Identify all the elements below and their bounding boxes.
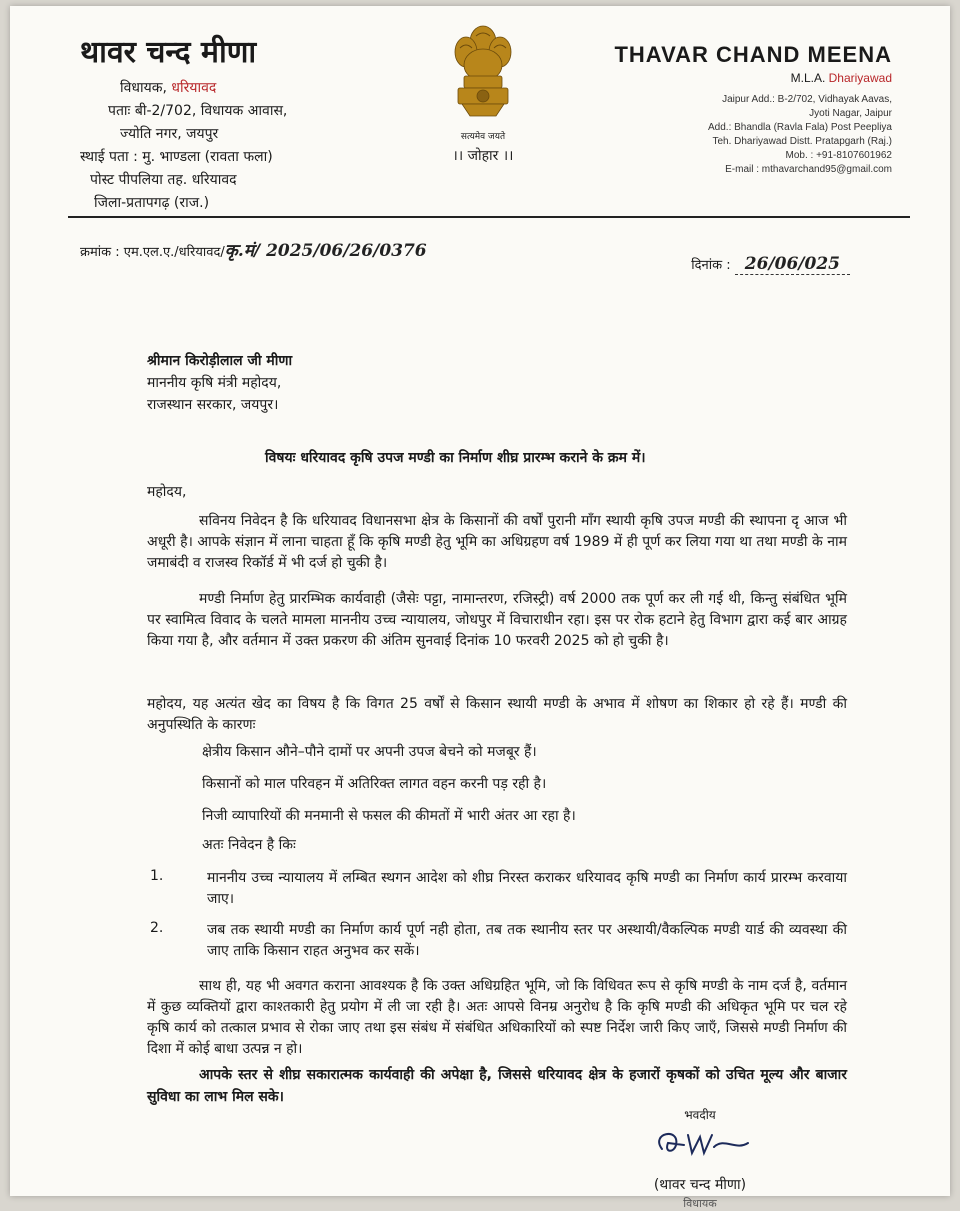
addressee-office: राजस्थान सरकार, जयपुर। (147, 397, 279, 413)
signatory-name: (थावर चन्द मीणा) (653, 1177, 747, 1193)
lion-capital-icon (446, 20, 520, 128)
emblem-motto: सत्यमेव जयते (460, 132, 506, 142)
salutation: महोदय, (147, 484, 187, 500)
sender-designation-english: M.L.A. Dhariyawad (790, 71, 892, 85)
johar-tagline: ।। जोहार ।। (452, 148, 514, 164)
closing-paragraph: आपके स्तर से शीघ्र सकारात्मक कार्यवाही की अपेक्षा है, जिससे धरियावद क्षेत्र के हजारों कृषकों को उचित मूल्य और बाजार सुविधा का लाभ मिल सके। (147, 1067, 847, 1105)
address-line: स्थाई पता : मु. भाण्डला (रावता फला) (80, 149, 273, 165)
address-line: Jyoti Nagar, Jaipur (809, 108, 892, 119)
request-item: जब तक स्थायी मण्डी का निर्माण कार्य पूर्ण नही होता, तब तक स्थानीय स्तर पर अस्थायी/वैकल्पिक मण्डी यार्ड की व्यवस्था की जाए ताकि किसान राहत अनुभव कर सकें। (207, 922, 847, 959)
yours-faithfully: भवदीय (684, 1108, 716, 1122)
handwritten-date: 26/06/025 (735, 254, 850, 275)
letterhead-right (592, 42, 892, 177)
header-divider (68, 216, 910, 218)
letterhead-left (80, 30, 380, 215)
reason-item: किसानों को माल परिवहन में अतिरिक्त लागत वहन करनी पड़ रही है। (202, 776, 547, 792)
reason-item: क्षेत्रीय किसान औने–पौने दामों पर अपनी उपज बेचने को मजबूर हैं। (202, 744, 537, 760)
reference-row (80, 238, 890, 274)
addressee-title: माननीय कृषि मंत्री महोदय, (147, 375, 282, 391)
paragraph-2: मण्डी निर्माण हेतु प्रारम्भिक कार्यवाही (जैसेः पट्टा, नामान्तरण, रजिस्ट्री) वर्ष 2000 तक पूर्ण कर ली गई थी, किन्तु संबंधित भूमि पर स्वामित्व विवाद के चलते मामला माननीय उच्च न्यायालय, जोधपुर में विचाराधीन रहा। इस पर रोक हटाने हेतु विभाग द्वारा कई बार आग्रह किया गया है, और वर्तमान में उक्त प्रकरण की अंतिम सुनवाई दिनांक 10 फरवरी 2025 को हो चुकी है। (147, 591, 847, 649)
signature-block (610, 1106, 790, 1211)
handwritten-reference: कृ.मं/ 2025/06/26/0376 (224, 241, 427, 261)
email-address: E-mail : mthavarchand95@gmail.com (725, 164, 892, 175)
handwritten-signature (640, 1123, 760, 1163)
request-intro: अतः निवेदन है किः (202, 837, 296, 853)
signatory-designation: विधायक (683, 1197, 717, 1210)
address-line: ज्योति नगर, जयपुर (120, 126, 219, 142)
request-number: 1. (150, 868, 164, 884)
reason-item: निजी व्यापारियों की मनमानी से फसल की कीमतों में भारी अंतर आ रहा है। (202, 808, 576, 824)
request-number: 2. (150, 920, 164, 936)
sender-name-english: THAVAR CHAND MEENA (614, 42, 892, 67)
reference-number: क्रमांक : एम.एल.ए./धरियावद/कृ.मं/ 2025/06/26/0376 (80, 241, 427, 261)
mobile-number: Mob. : +91-8107601962 (785, 150, 892, 161)
state-emblem (428, 20, 538, 165)
sender-designation-hindi: विधायक, धरियावद (120, 80, 217, 96)
constituency-english: Dhariyawad (828, 71, 892, 85)
paragraph-3: महोदय, यह अत्यंत खेद का विषय है कि विगत 25 वर्षों से किसान स्थायी मण्डी के अभाव में शोषण का शिकार हो रहे हैं। मण्डी की अनुपस्थिति के कारणः (147, 696, 847, 733)
paragraph-4: साथ ही, यह भी अवगत कराना आवश्यक है कि उक्त अधिग्रहित भूमि, जो कि विधिवत रूप से कृषि मण्डी के नाम दर्ज है, वर्तमान में कुछ व्यक्तियों द्वारा काश्तकारी हेतु प्रयोग में ली जा रही है। अतः आपसे विनम्र अनुरोध है कि कृषि मण्डी की अधिकृत भूमि पर चल रहे कृषि कार्य को तत्काल प्रभाव से रोका जाए तथा इस संबंध में संबंधित अधिकारियों को स्पष्ट निर्देश जारी किए जाएँ, जिससे मण्डी निर्माण की दिशा में कोई बाधा उत्पन्न न हो। (147, 978, 847, 1057)
paragraph-1: सविनय निवेदन है कि धरियावद विधानसभा क्षेत्र के किसानों की वर्षों पुरानी माँग स्थायी कृषि उपज मण्डी की स्थापना दृ आज भी अधूरी है। आपके संज्ञान में लाना चाहता हूँ कि कृषि मण्डी हेतु भूमि का अधिग्रहण वर्ष 1989 में ही पूर्ण कर लिया गया था तथा मण्डी के नाम जमाबंदी व राजस्व रिकॉर्ड में भी दर्ज हो चुकी है। (147, 513, 847, 571)
constituency-hindi: धरियावद (171, 80, 217, 96)
address-line: पोस्ट पीपलिया तह. धरियावद (90, 172, 237, 188)
request-item: माननीय उच्च न्यायालय में लम्बित स्थगन आदेश को शीघ्र निरस्त कराकर धरियावद कृषि मण्डी का निर्माण कार्य प्रारम्भ करवाया जाए। (207, 870, 847, 907)
addressee-block (147, 350, 292, 416)
address-line: Jaipur Add.: B-2/702, Vidhayak Aavas, (722, 94, 892, 105)
addressee-name: श्रीमान किरोड़ीलाल जी मीणा (147, 353, 293, 369)
address-line: Teh. Dhariyawad Distt. Pratapgarh (Raj.) (712, 136, 892, 147)
letter-date: दिनांक : 26/06/025 (691, 254, 850, 274)
address-line: पताः बी-2/702, विधायक आवास, (108, 103, 288, 119)
address-line: जिला-प्रतापगढ़ (राज.) (94, 195, 210, 211)
subject-line: विषयः धरियावद कृषि उपज मण्डी का निर्माण शीघ्र प्रारम्भ कराने के क्रम में। (265, 450, 646, 466)
sender-name-hindi: थावर चन्द मीणा (80, 35, 257, 70)
letter-page (10, 6, 950, 1210)
address-line: Add.: Bhandla (Ravla Fala) Post Peepliya (708, 122, 892, 133)
